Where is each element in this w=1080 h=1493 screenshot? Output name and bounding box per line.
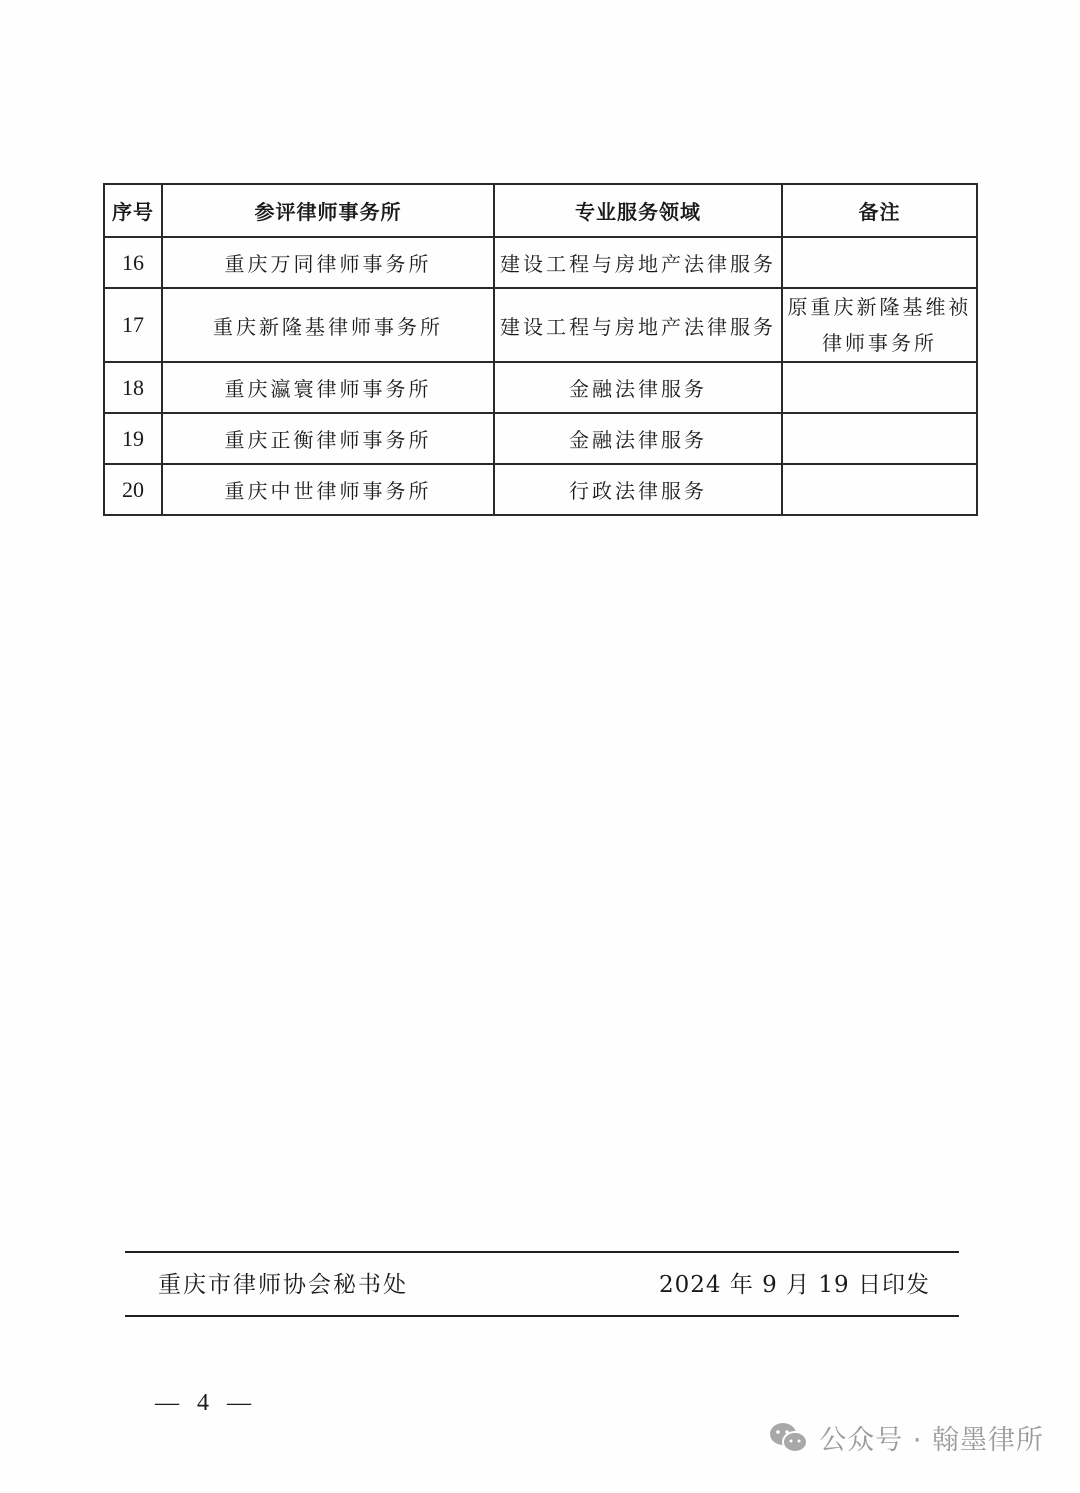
footer-bottom-rule: [125, 1315, 959, 1317]
row-no: 18: [104, 362, 162, 413]
watermark-text: 公众号 · 翰墨律所: [819, 1425, 1044, 1456]
row-firm: 重庆新隆基律师事务所: [162, 288, 494, 362]
table-row: [104, 288, 977, 362]
table-row: [104, 237, 977, 288]
header-note: 备注: [782, 184, 977, 237]
footer-top-rule: [125, 1251, 959, 1253]
row-firm: 重庆正衡律师事务所: [162, 413, 494, 464]
page-number: — 4 —: [155, 1390, 257, 1416]
row-firm: 重庆万同律师事务所: [162, 237, 494, 288]
firms-table: [103, 183, 978, 516]
row-firm: 重庆瀛寰律师事务所: [162, 362, 494, 413]
row-no: 17: [104, 288, 162, 362]
wechat-icon: [769, 1422, 809, 1454]
row-note: [782, 362, 977, 413]
row-field: 建设工程与房地产法律服务: [494, 237, 782, 288]
header-no: 序号: [104, 184, 162, 237]
row-field: 行政法律服务: [494, 464, 782, 515]
table-row: [104, 362, 977, 413]
row-no: 20: [104, 464, 162, 515]
row-field: 金融法律服务: [494, 362, 782, 413]
row-firm: 重庆中世律师事务所: [162, 464, 494, 515]
table-header-row: [104, 184, 977, 237]
watermark: [769, 1418, 1044, 1457]
print-date: 2024 年 9 月 19 日印发: [659, 1272, 930, 1298]
note-line-2: 律师事务所: [822, 331, 937, 355]
row-note: [782, 413, 977, 464]
row-field: 金融法律服务: [494, 413, 782, 464]
row-no: 19: [104, 413, 162, 464]
header-firm: 参评律师事务所: [162, 184, 494, 237]
issuer: 重庆市律师协会秘书处: [158, 1272, 408, 1298]
row-no: 16: [104, 237, 162, 288]
row-note: [782, 288, 977, 362]
header-field: 专业服务领域: [494, 184, 782, 237]
row-note: [782, 237, 977, 288]
row-note: [782, 464, 977, 515]
row-field: 建设工程与房地产法律服务: [494, 288, 782, 362]
table-row: [104, 413, 977, 464]
note-line-1: 原重庆新隆基维祯: [787, 295, 972, 319]
table-row: [104, 464, 977, 515]
